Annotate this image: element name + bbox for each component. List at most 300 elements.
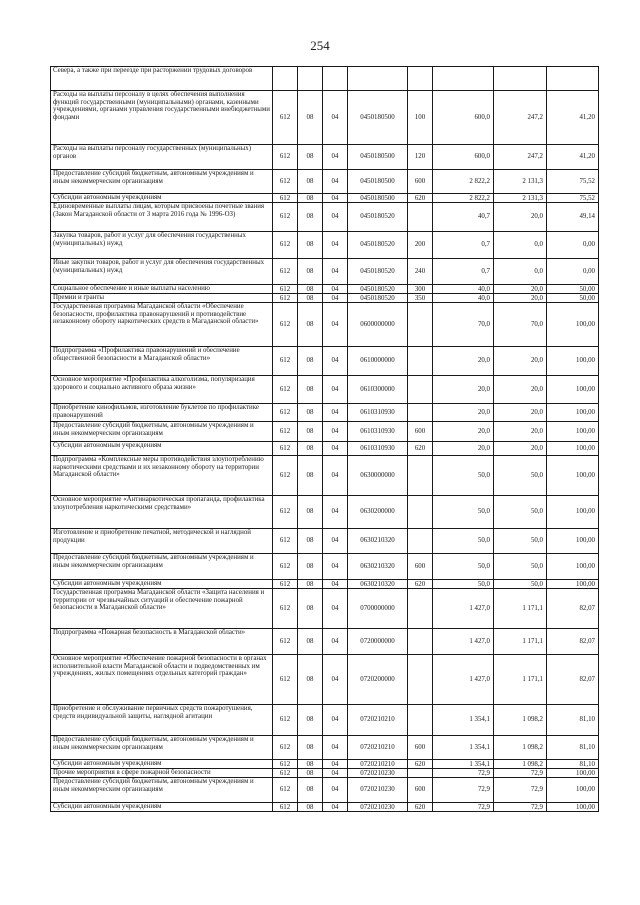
execution-percent-cell: 100,00 xyxy=(547,778,599,803)
row-name-cell: Премии и гранты xyxy=(51,294,273,303)
ministry-code-cell: 612 xyxy=(273,376,298,404)
approved-amount-cell: 20,0 xyxy=(433,376,494,404)
executed-amount-cell: 72,9 xyxy=(494,769,547,778)
execution-percent-cell: 81,10 xyxy=(547,736,599,760)
ministry-code-cell: 612 xyxy=(273,347,298,376)
subsection-code-cell: 04 xyxy=(323,404,348,422)
subsection-code-cell: 04 xyxy=(323,170,348,194)
executed-amount-cell: 20,0 xyxy=(494,404,547,422)
row-name-cell: Основное мероприятие «Обеспечение пожарной безопасности в органах исполнительной власти Магаданской области и подведомственных им учреждениях, жилых помещениях отдельных категорий граждан» xyxy=(51,655,273,705)
row-name-cell: Закупка товаров, работ и услуг для обеспечения государственных (муниципальных) нужд xyxy=(51,232,273,259)
expense-type-cell xyxy=(408,496,433,529)
section-code-cell: 08 xyxy=(298,194,323,203)
target-article-cell: 0450180500 xyxy=(348,170,408,194)
row-name-cell: Предоставление субсидий бюджетным, автономным учреждениям и иным некоммерческим организациям xyxy=(51,778,273,803)
table-row xyxy=(51,769,599,778)
executed-amount-cell: 50,0 xyxy=(494,496,547,529)
approved-amount-cell: 600,0 xyxy=(433,91,494,145)
target-article-cell: 0630210320 xyxy=(348,529,408,554)
executed-amount-cell: 72,9 xyxy=(494,803,547,812)
table-row xyxy=(51,442,599,456)
table-row xyxy=(51,404,599,422)
execution-percent-cell: 100,00 xyxy=(547,456,599,496)
execution-percent-cell: 100,00 xyxy=(547,529,599,554)
expense-type-cell xyxy=(408,456,433,496)
section-code-cell: 08 xyxy=(298,170,323,194)
table-row xyxy=(51,422,599,442)
target-article-cell: 0630200000 xyxy=(348,496,408,529)
ministry-code-cell: 612 xyxy=(273,529,298,554)
approved-amount-cell: 1 354,1 xyxy=(433,736,494,760)
subsection-code-cell: 04 xyxy=(323,232,348,259)
expense-type-cell xyxy=(408,655,433,705)
section-code-cell: 08 xyxy=(298,778,323,803)
approved-amount-cell: 20,0 xyxy=(433,404,494,422)
subsection-code-cell xyxy=(323,67,348,91)
execution-percent-cell: 100,00 xyxy=(547,422,599,442)
ministry-code-cell: 612 xyxy=(273,145,298,170)
target-article-cell: 0450180520 xyxy=(348,259,408,285)
target-article-cell: 0630210320 xyxy=(348,554,408,580)
table-row xyxy=(51,529,599,554)
target-article-cell: 0630210320 xyxy=(348,580,408,589)
expense-type-cell: 620 xyxy=(408,580,433,589)
ministry-code-cell: 612 xyxy=(273,496,298,529)
approved-amount-cell: 50,0 xyxy=(433,496,494,529)
table-row xyxy=(51,736,599,760)
section-code-cell: 08 xyxy=(298,422,323,442)
expense-type-cell: 600 xyxy=(408,170,433,194)
execution-percent-cell: 41,20 xyxy=(547,91,599,145)
target-article-cell: 0720210210 xyxy=(348,760,408,769)
budget-table xyxy=(50,66,599,812)
expense-type-cell: 620 xyxy=(408,760,433,769)
execution-percent-cell: 81,10 xyxy=(547,705,599,736)
section-code-cell: 08 xyxy=(298,203,323,232)
execution-percent-cell: 75,52 xyxy=(547,170,599,194)
ministry-code-cell: 612 xyxy=(273,760,298,769)
target-article-cell: 0450180520 xyxy=(348,232,408,259)
ministry-code-cell: 612 xyxy=(273,294,298,303)
executed-amount-cell: 20,0 xyxy=(494,376,547,404)
table-row xyxy=(51,705,599,736)
expense-type-cell: 620 xyxy=(408,194,433,203)
ministry-code-cell: 612 xyxy=(273,554,298,580)
target-article-cell: 0720210210 xyxy=(348,705,408,736)
target-article-cell: 0720210230 xyxy=(348,803,408,812)
table-row xyxy=(51,194,599,203)
target-article-cell: 0450180520 xyxy=(348,294,408,303)
ministry-code-cell: 612 xyxy=(273,580,298,589)
execution-percent-cell: 41,20 xyxy=(547,145,599,170)
subsection-code-cell: 04 xyxy=(323,589,348,629)
table-row xyxy=(51,580,599,589)
approved-amount-cell: 50,0 xyxy=(433,529,494,554)
section-code-cell: 08 xyxy=(298,554,323,580)
table-row xyxy=(51,760,599,769)
row-name-cell: Субсидии автономным учреждениям xyxy=(51,760,273,769)
subsection-code-cell: 04 xyxy=(323,347,348,376)
approved-amount-cell: 40,0 xyxy=(433,285,494,294)
section-code-cell: 08 xyxy=(298,760,323,769)
ministry-code-cell: 612 xyxy=(273,589,298,629)
target-article-cell: 0600000000 xyxy=(348,303,408,347)
ministry-code-cell: 612 xyxy=(273,769,298,778)
section-code-cell: 08 xyxy=(298,303,323,347)
expense-type-cell: 100 xyxy=(408,91,433,145)
row-name-cell: Государственная программа Магаданской области «Защита населения и территории от чрезвычайных ситуаций и обеспечение пожарной безопасности в Магаданской области» xyxy=(51,589,273,629)
table-row xyxy=(51,203,599,232)
target-article-cell: 0610310930 xyxy=(348,442,408,456)
ministry-code-cell: 612 xyxy=(273,203,298,232)
row-name-cell: Субсидии автономным учреждениям xyxy=(51,580,273,589)
section-code-cell: 08 xyxy=(298,91,323,145)
executed-amount-cell xyxy=(494,67,547,91)
section-code-cell: 08 xyxy=(298,232,323,259)
executed-amount-cell: 247,2 xyxy=(494,145,547,170)
subsection-code-cell: 04 xyxy=(323,442,348,456)
subsection-code-cell: 04 xyxy=(323,554,348,580)
execution-percent-cell: 50,00 xyxy=(547,294,599,303)
executed-amount-cell: 20,0 xyxy=(494,294,547,303)
executed-amount-cell: 70,0 xyxy=(494,303,547,347)
section-code-cell: 08 xyxy=(298,259,323,285)
executed-amount-cell: 0,0 xyxy=(494,232,547,259)
executed-amount-cell: 20,0 xyxy=(494,442,547,456)
approved-amount-cell: 20,0 xyxy=(433,422,494,442)
executed-amount-cell: 20,0 xyxy=(494,422,547,442)
execution-percent-cell: 100,00 xyxy=(547,496,599,529)
target-article-cell xyxy=(348,67,408,91)
section-code-cell: 08 xyxy=(298,736,323,760)
section-code-cell: 08 xyxy=(298,629,323,655)
ministry-code-cell: 612 xyxy=(273,705,298,736)
row-name-cell: Расходы на выплаты персоналу в целях обеспечения выполнения функций государственными (муниципальными) органами, казенными учреждениями, органами управления государственными внебюджетными фондами xyxy=(51,91,273,145)
expense-type-cell xyxy=(408,303,433,347)
table-row xyxy=(51,67,599,91)
section-code-cell: 08 xyxy=(298,285,323,294)
approved-amount-cell: 20,0 xyxy=(433,442,494,456)
expense-type-cell: 620 xyxy=(408,442,433,456)
subsection-code-cell: 04 xyxy=(323,91,348,145)
approved-amount-cell: 20,0 xyxy=(433,347,494,376)
executed-amount-cell: 1 171,1 xyxy=(494,629,547,655)
target-article-cell: 0700000000 xyxy=(348,589,408,629)
expense-type-cell xyxy=(408,769,433,778)
row-name-cell: Севера, а также при переезде при расторжении трудовых договоров xyxy=(51,67,273,91)
execution-percent-cell: 100,00 xyxy=(547,404,599,422)
ministry-code-cell xyxy=(273,67,298,91)
approved-amount-cell: 1 427,0 xyxy=(433,589,494,629)
target-article-cell: 0720200000 xyxy=(348,655,408,705)
ministry-code-cell: 612 xyxy=(273,91,298,145)
executed-amount-cell: 1 098,2 xyxy=(494,705,547,736)
expense-type-cell xyxy=(408,529,433,554)
execution-percent-cell: 100,00 xyxy=(547,580,599,589)
table-row xyxy=(51,496,599,529)
ministry-code-cell: 612 xyxy=(273,778,298,803)
ministry-code-cell: 612 xyxy=(273,456,298,496)
table-body xyxy=(51,67,599,812)
execution-percent-cell: 100,00 xyxy=(547,442,599,456)
row-name-cell: Расходы на выплаты персоналу государственных (муниципальных) органов xyxy=(51,145,273,170)
subsection-code-cell: 04 xyxy=(323,294,348,303)
row-name-cell: Подпрограмма «Комплексные меры противодействия злоупотреблению наркотическими средствами и их незаконному обороту на территории Магаданской области» xyxy=(51,456,273,496)
subsection-code-cell: 04 xyxy=(323,422,348,442)
subsection-code-cell: 04 xyxy=(323,736,348,760)
executed-amount-cell: 2 131,3 xyxy=(494,194,547,203)
target-article-cell: 0450180500 xyxy=(348,91,408,145)
section-code-cell: 08 xyxy=(298,456,323,496)
target-article-cell: 0720000000 xyxy=(348,629,408,655)
expense-type-cell: 600 xyxy=(408,736,433,760)
page-number: 254 xyxy=(310,38,330,53)
table-row xyxy=(51,376,599,404)
row-name-cell: Основное мероприятие «Профилактика алкоголизма, популяризация здорового и социально активного образа жизни» xyxy=(51,376,273,404)
executed-amount-cell: 1 098,2 xyxy=(494,760,547,769)
execution-percent-cell: 82,07 xyxy=(547,589,599,629)
expense-type-cell: 600 xyxy=(408,778,433,803)
section-code-cell: 08 xyxy=(298,803,323,812)
expense-type-cell xyxy=(408,376,433,404)
executed-amount-cell: 1 171,1 xyxy=(494,655,547,705)
approved-amount-cell: 0,7 xyxy=(433,259,494,285)
section-code-cell: 08 xyxy=(298,404,323,422)
subsection-code-cell: 04 xyxy=(323,629,348,655)
executed-amount-cell: 50,0 xyxy=(494,580,547,589)
section-code-cell: 08 xyxy=(298,655,323,705)
target-article-cell: 0610300000 xyxy=(348,376,408,404)
subsection-code-cell: 04 xyxy=(323,529,348,554)
row-name-cell: Приобретение и обслуживание первичных средств пожаротушения, средств индивидуальной защиты, наглядной агитации xyxy=(51,705,273,736)
row-name-cell: Субсидии автономным учреждениям xyxy=(51,194,273,203)
approved-amount-cell: 1 427,0 xyxy=(433,655,494,705)
row-name-cell: Предоставление субсидий бюджетным, автономным учреждениям и иным некоммерческим организациям xyxy=(51,170,273,194)
expense-type-cell xyxy=(408,705,433,736)
ministry-code-cell: 612 xyxy=(273,404,298,422)
execution-percent-cell: 100,00 xyxy=(547,554,599,580)
section-code-cell: 08 xyxy=(298,347,323,376)
subsection-code-cell: 04 xyxy=(323,194,348,203)
target-article-cell: 0610000000 xyxy=(348,347,408,376)
table-row xyxy=(51,285,599,294)
executed-amount-cell: 20,0 xyxy=(494,285,547,294)
subsection-code-cell: 04 xyxy=(323,803,348,812)
section-code-cell: 08 xyxy=(298,294,323,303)
section-code-cell: 08 xyxy=(298,705,323,736)
section-code-cell: 08 xyxy=(298,580,323,589)
execution-percent-cell: 82,07 xyxy=(547,629,599,655)
ministry-code-cell: 612 xyxy=(273,655,298,705)
expense-type-cell xyxy=(408,589,433,629)
expense-type-cell: 120 xyxy=(408,145,433,170)
execution-percent-cell: 100,00 xyxy=(547,303,599,347)
approved-amount-cell: 50,0 xyxy=(433,456,494,496)
execution-percent-cell: 82,07 xyxy=(547,655,599,705)
subsection-code-cell: 04 xyxy=(323,655,348,705)
ministry-code-cell: 612 xyxy=(273,285,298,294)
target-article-cell: 0720210230 xyxy=(348,769,408,778)
approved-amount-cell: 40,7 xyxy=(433,203,494,232)
row-name-cell: Социальное обеспечение и иные выплаты населению xyxy=(51,285,273,294)
expense-type-cell: 600 xyxy=(408,554,433,580)
target-article-cell: 0450180500 xyxy=(348,145,408,170)
row-name-cell: Иные закупки товаров, работ и услуг для обеспечения государственных (муниципальных) нужд xyxy=(51,259,273,285)
execution-percent-cell xyxy=(547,67,599,91)
ministry-code-cell: 612 xyxy=(273,232,298,259)
expense-type-cell xyxy=(408,347,433,376)
approved-amount-cell: 72,9 xyxy=(433,769,494,778)
subsection-code-cell: 04 xyxy=(323,769,348,778)
ministry-code-cell: 612 xyxy=(273,736,298,760)
executed-amount-cell: 50,0 xyxy=(494,456,547,496)
target-article-cell: 0450180520 xyxy=(348,203,408,232)
expense-type-cell: 600 xyxy=(408,422,433,442)
approved-amount-cell: 70,0 xyxy=(433,303,494,347)
table-row xyxy=(51,145,599,170)
approved-amount-cell: 2 822,2 xyxy=(433,194,494,203)
table-row xyxy=(51,778,599,803)
row-name-cell: Единовременные выплаты лицам, которым присвоены почетные звания (Закон Магаданской области от 3 марта 2016 года № 1996-ОЗ) xyxy=(51,203,273,232)
subsection-code-cell: 04 xyxy=(323,303,348,347)
subsection-code-cell: 04 xyxy=(323,145,348,170)
expense-type-cell xyxy=(408,203,433,232)
approved-amount-cell: 1 354,1 xyxy=(433,760,494,769)
executed-amount-cell: 1 171,1 xyxy=(494,589,547,629)
approved-amount-cell xyxy=(433,67,494,91)
approved-amount-cell: 50,0 xyxy=(433,580,494,589)
section-code-cell: 08 xyxy=(298,376,323,404)
executed-amount-cell: 72,9 xyxy=(494,778,547,803)
executed-amount-cell: 0,0 xyxy=(494,259,547,285)
executed-amount-cell: 50,0 xyxy=(494,554,547,580)
section-code-cell: 08 xyxy=(298,769,323,778)
target-article-cell: 0720210210 xyxy=(348,736,408,760)
subsection-code-cell: 04 xyxy=(323,705,348,736)
expense-type-cell xyxy=(408,404,433,422)
executed-amount-cell: 1 098,2 xyxy=(494,736,547,760)
table-row xyxy=(51,655,599,705)
section-code-cell: 08 xyxy=(298,442,323,456)
row-name-cell: Предоставление субсидий бюджетным, автономным учреждениям и иным некоммерческим организациям xyxy=(51,422,273,442)
table-row xyxy=(51,232,599,259)
subsection-code-cell: 04 xyxy=(323,778,348,803)
row-name-cell: Основное мероприятие «Антинаркотическая пропаганда, профилактика злоупотребления наркотическими средствами» xyxy=(51,496,273,529)
row-name-cell: Предоставление субсидий бюджетным, автономным учреждениям и иным некоммерческим организациям xyxy=(51,736,273,760)
ministry-code-cell: 612 xyxy=(273,194,298,203)
table-row xyxy=(51,347,599,376)
subsection-code-cell: 04 xyxy=(323,203,348,232)
ministry-code-cell: 612 xyxy=(273,422,298,442)
row-name-cell: Предоставление субсидий бюджетным, автономным учреждениям и иным некоммерческим организациям xyxy=(51,554,273,580)
execution-percent-cell: 0,00 xyxy=(547,232,599,259)
approved-amount-cell: 40,0 xyxy=(433,294,494,303)
executed-amount-cell: 20,0 xyxy=(494,203,547,232)
approved-amount-cell: 72,9 xyxy=(433,803,494,812)
ministry-code-cell: 612 xyxy=(273,259,298,285)
subsection-code-cell: 04 xyxy=(323,376,348,404)
table-row xyxy=(51,303,599,347)
section-code-cell: 08 xyxy=(298,145,323,170)
subsection-code-cell: 04 xyxy=(323,760,348,769)
target-article-cell: 0450180520 xyxy=(348,285,408,294)
expense-type-cell: 300 xyxy=(408,285,433,294)
target-article-cell: 0610310930 xyxy=(348,422,408,442)
expense-type-cell xyxy=(408,67,433,91)
execution-percent-cell: 100,00 xyxy=(547,347,599,376)
target-article-cell: 0450180500 xyxy=(348,194,408,203)
row-name-cell: Подпрограмма «Пожарная безопасность в Магаданской области» xyxy=(51,629,273,655)
expense-type-cell: 240 xyxy=(408,259,433,285)
row-name-cell: Изготовление и приобретение печатной, методической и наглядной продукции xyxy=(51,529,273,554)
executed-amount-cell: 50,0 xyxy=(494,529,547,554)
row-name-cell: Субсидии автономным учреждениям xyxy=(51,803,273,812)
expense-type-cell: 200 xyxy=(408,232,433,259)
execution-percent-cell: 100,00 xyxy=(547,376,599,404)
subsection-code-cell: 04 xyxy=(323,496,348,529)
approved-amount-cell: 50,0 xyxy=(433,554,494,580)
table-row xyxy=(51,554,599,580)
approved-amount-cell: 1 354,1 xyxy=(433,705,494,736)
row-name-cell: Государственная программа Магаданской области «Обеспечение безопасности, профилактика правонарушений и противодействие незаконному обороту наркотических средств в Магаданской области» xyxy=(51,303,273,347)
ministry-code-cell: 612 xyxy=(273,303,298,347)
executed-amount-cell: 20,0 xyxy=(494,347,547,376)
approved-amount-cell: 72,9 xyxy=(433,778,494,803)
row-name-cell: Подпрограмма «Профилактика правонарушений и обеспечение общественной безопасности в Магаданской области» xyxy=(51,347,273,376)
row-name-cell: Приобретение кинофильмов, изготовление буклетов по профилактике правонарушений xyxy=(51,404,273,422)
approved-amount-cell: 600,0 xyxy=(433,145,494,170)
section-code-cell xyxy=(298,67,323,91)
row-name-cell: Субсидии автономным учреждениям xyxy=(51,442,273,456)
execution-percent-cell: 0,00 xyxy=(547,259,599,285)
table-row xyxy=(51,294,599,303)
table-row xyxy=(51,456,599,496)
ministry-code-cell: 612 xyxy=(273,803,298,812)
executed-amount-cell: 2 131,3 xyxy=(494,170,547,194)
approved-amount-cell: 2 822,2 xyxy=(433,170,494,194)
section-code-cell: 08 xyxy=(298,529,323,554)
table-row xyxy=(51,91,599,145)
target-article-cell: 0610310930 xyxy=(348,404,408,422)
subsection-code-cell: 04 xyxy=(323,580,348,589)
ministry-code-cell: 612 xyxy=(273,170,298,194)
section-code-cell: 08 xyxy=(298,589,323,629)
execution-percent-cell: 75,52 xyxy=(547,194,599,203)
execution-percent-cell: 81,10 xyxy=(547,760,599,769)
approved-amount-cell: 0,7 xyxy=(433,232,494,259)
table-row xyxy=(51,803,599,812)
execution-percent-cell: 49,14 xyxy=(547,203,599,232)
table-row xyxy=(51,259,599,285)
section-code-cell: 08 xyxy=(298,496,323,529)
execution-percent-cell: 100,00 xyxy=(547,803,599,812)
approved-amount-cell: 1 427,0 xyxy=(433,629,494,655)
subsection-code-cell: 04 xyxy=(323,285,348,294)
subsection-code-cell: 04 xyxy=(323,259,348,285)
execution-percent-cell: 100,00 xyxy=(547,769,599,778)
expense-type-cell: 350 xyxy=(408,294,433,303)
row-name-cell: Прочие мероприятия в сфере пожарной безопасности xyxy=(51,769,273,778)
table-row xyxy=(51,170,599,194)
expense-type-cell xyxy=(408,629,433,655)
target-article-cell: 0720210230 xyxy=(348,778,408,803)
subsection-code-cell: 04 xyxy=(323,456,348,496)
executed-amount-cell: 247,2 xyxy=(494,91,547,145)
ministry-code-cell: 612 xyxy=(273,442,298,456)
table-row xyxy=(51,589,599,629)
execution-percent-cell: 50,00 xyxy=(547,285,599,294)
expense-type-cell: 620 xyxy=(408,803,433,812)
